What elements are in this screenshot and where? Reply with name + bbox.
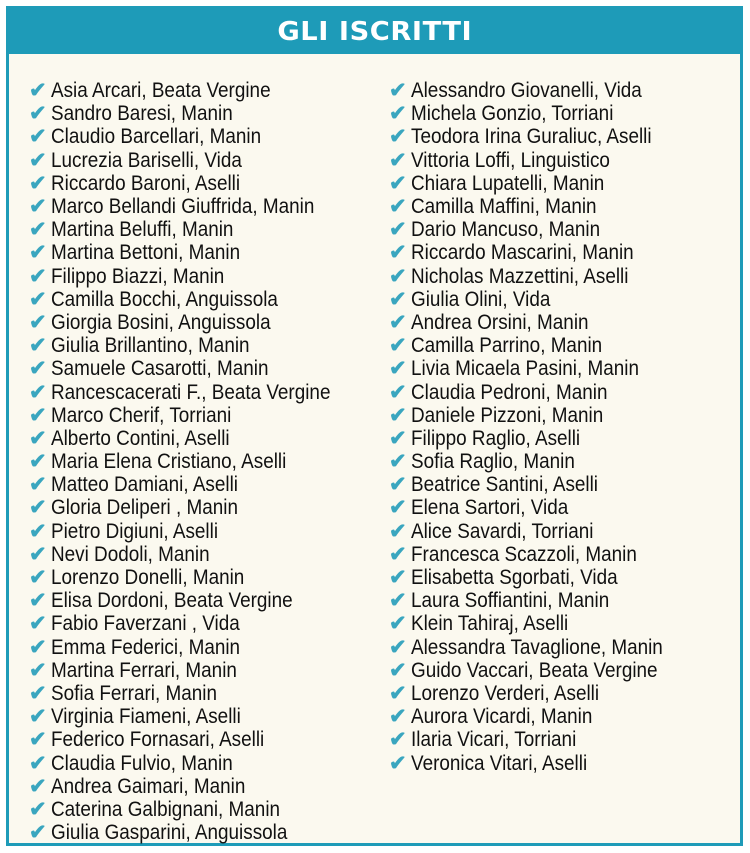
list-item (29, 543, 362, 566)
list-item (389, 636, 691, 659)
enrollee-name: Alberto Contini, Aselli (51, 426, 230, 450)
check-mark-icon: ✔ (389, 310, 407, 334)
list-item (389, 334, 691, 357)
check-mark-icon: ✔ (29, 310, 47, 334)
list-item (389, 705, 691, 728)
list-item (389, 265, 691, 288)
list-item (29, 334, 362, 357)
list-item (389, 102, 691, 125)
enrollee-name: Elena Sartori, Vida (411, 496, 569, 520)
list-item (29, 288, 362, 311)
check-mark-icon: ✔ (389, 473, 407, 497)
list-item (29, 357, 362, 380)
check-mark-icon: ✔ (389, 195, 407, 219)
list-item (29, 705, 362, 728)
enrollee-name: Elisabetta Sgorbati, Vida (411, 566, 618, 590)
list-item (389, 288, 691, 311)
list-item (29, 79, 362, 102)
list-item (389, 520, 691, 543)
check-mark-icon: ✔ (29, 728, 47, 752)
enrollee-name: Veronica Vitari, Aselli (411, 751, 588, 775)
check-mark-icon: ✔ (389, 496, 407, 520)
check-mark-icon: ✔ (29, 705, 47, 729)
check-mark-icon: ✔ (389, 542, 407, 566)
list-item (389, 682, 691, 705)
enrollee-name: Teodora Irina Guraliuc, Aselli (411, 125, 652, 149)
list-item (29, 520, 362, 543)
check-mark-icon: ✔ (389, 426, 407, 450)
list-item (389, 195, 691, 218)
right-name-list (389, 79, 691, 775)
check-mark-icon: ✔ (389, 566, 407, 590)
check-mark-icon: ✔ (29, 774, 47, 798)
check-mark-icon: ✔ (389, 334, 407, 358)
check-mark-icon: ✔ (29, 79, 47, 103)
list-item (29, 566, 362, 589)
enrollee-name: Nicholas Mazzettini, Aselli (411, 264, 629, 288)
enrollee-name: Alessandro Giovanelli, Vida (411, 79, 642, 103)
list-item (389, 659, 691, 682)
enrollee-name: Camilla Maffini, Manin (411, 195, 597, 219)
check-mark-icon: ✔ (389, 403, 407, 427)
check-mark-icon: ✔ (389, 357, 407, 381)
enrollee-name: Rancescacerati F., Beata Vergine (51, 380, 331, 404)
left-name-list (29, 79, 362, 844)
enrollee-name: Riccardo Mascarini, Manin (411, 241, 634, 265)
check-mark-icon: ✔ (389, 380, 407, 404)
check-mark-icon: ✔ (389, 450, 407, 474)
enrollee-name: Dario Mancuso, Manin (411, 218, 601, 242)
check-mark-icon: ✔ (389, 218, 407, 242)
check-mark-icon: ✔ (29, 403, 47, 427)
enrollee-name: Caterina Galbignani, Manin (51, 797, 281, 821)
list-item (29, 125, 362, 148)
check-mark-icon: ✔ (29, 125, 47, 149)
enrollee-name: Klein Tahiraj, Aselli (411, 612, 569, 636)
check-mark-icon: ✔ (29, 821, 47, 845)
check-mark-icon: ✔ (29, 241, 47, 265)
list-item (389, 241, 691, 264)
check-mark-icon: ✔ (389, 751, 407, 775)
list-item (389, 543, 691, 566)
check-mark-icon: ✔ (389, 125, 407, 149)
enrollee-name: Giorgia Bosini, Anguissola (51, 310, 271, 334)
enrollee-name: Maria Elena Cristiano, Aselli (51, 450, 287, 474)
list-item (389, 473, 691, 496)
check-mark-icon: ✔ (389, 102, 407, 126)
enrollee-name: Elisa Dordoni, Beata Vergine (51, 589, 293, 613)
enrollee-name: Emma Federici, Manin (51, 635, 241, 659)
enrollee-name: Andrea Gaimari, Manin (51, 774, 246, 798)
list-item (29, 218, 362, 241)
check-mark-icon: ✔ (29, 612, 47, 636)
enrollee-name: Pietro Digiuni, Aselli (51, 519, 219, 543)
list-item (29, 821, 362, 844)
list-item (29, 798, 362, 821)
check-mark-icon: ✔ (29, 102, 47, 126)
list-item (29, 450, 362, 473)
enrollee-name: Beatrice Santini, Aselli (411, 473, 599, 497)
enrollee-name: Samuele Casarotti, Manin (51, 357, 269, 381)
enrollee-name: Giulia Gasparini, Anguissola (51, 821, 288, 845)
check-mark-icon: ✔ (29, 519, 47, 543)
enrollee-name: Filippo Raglio, Aselli (411, 426, 581, 450)
enrollee-name: Lucrezia Bariselli, Vida (51, 148, 242, 172)
list-item (29, 265, 362, 288)
enrollee-name: Chiara Lupatelli, Manin (411, 171, 605, 195)
enrollee-name: Camilla Parrino, Manin (411, 334, 603, 358)
list-item (29, 404, 362, 427)
check-mark-icon: ✔ (29, 287, 47, 311)
list-item (389, 404, 691, 427)
list-item (389, 496, 691, 519)
list-item (389, 566, 691, 589)
list-item (389, 149, 691, 172)
list-item (29, 149, 362, 172)
enrollee-name: Martina Beluffi, Manin (51, 218, 234, 242)
list-item (389, 751, 691, 774)
list-item (389, 172, 691, 195)
enrollee-name: Gloria Deliperi , Manin (51, 496, 238, 520)
check-mark-icon: ✔ (29, 426, 47, 450)
enrollee-name: Guido Vaccari, Beata Vergine (411, 658, 658, 682)
enrollee-name: Sandro Baresi, Manin (51, 102, 233, 126)
list-item (389, 311, 691, 334)
enrollee-name: Aurora Vicardi, Manin (411, 705, 593, 729)
list-item (29, 612, 362, 635)
enrollee-name: Michela Gonzio, Torriani (411, 102, 614, 126)
page-title: GLI ISCRITTI (277, 16, 472, 47)
check-mark-icon: ✔ (29, 566, 47, 590)
list-item (29, 241, 362, 264)
list-item (29, 636, 362, 659)
enrollee-name: Giulia Olini, Vida (411, 287, 551, 311)
list-item (29, 751, 362, 774)
enrollee-name: Alice Savardi, Torriani (411, 519, 594, 543)
check-mark-icon: ✔ (29, 797, 47, 821)
enrollee-name: Filippo Biazzi, Manin (51, 264, 225, 288)
check-mark-icon: ✔ (389, 728, 407, 752)
enrollee-name: Lorenzo Verderi, Aselli (411, 681, 600, 705)
enrollees-panel (6, 6, 743, 846)
check-mark-icon: ✔ (389, 658, 407, 682)
list-item (29, 102, 362, 125)
enrollee-name: Sofia Raglio, Manin (411, 450, 575, 474)
check-mark-icon: ✔ (29, 334, 47, 358)
check-mark-icon: ✔ (29, 450, 47, 474)
list-item (389, 79, 691, 102)
check-mark-icon: ✔ (389, 241, 407, 265)
enrollee-name: Laura Soffiantini, Manin (411, 589, 610, 613)
enrollee-name: Camilla Bocchi, Anguissola (51, 287, 278, 311)
check-mark-icon: ✔ (29, 195, 47, 219)
list-item (29, 311, 362, 334)
list-item (29, 659, 362, 682)
check-mark-icon: ✔ (29, 751, 47, 775)
list-item (29, 473, 362, 496)
check-mark-icon: ✔ (389, 264, 407, 288)
check-mark-icon: ✔ (29, 380, 47, 404)
enrollee-name: Federico Fornasari, Aselli (51, 728, 265, 752)
list-item (389, 218, 691, 241)
enrollee-name: Giulia Brillantino, Manin (51, 334, 250, 358)
check-mark-icon: ✔ (29, 148, 47, 172)
enrollee-name: Claudio Barcellari, Manin (51, 125, 262, 149)
header-bar (9, 9, 740, 54)
check-mark-icon: ✔ (29, 542, 47, 566)
list-item (389, 125, 691, 148)
enrollee-name: Vittoria Loffi, Linguistico (411, 148, 610, 172)
list-item (29, 728, 362, 751)
check-mark-icon: ✔ (29, 473, 47, 497)
check-mark-icon: ✔ (29, 658, 47, 682)
check-mark-icon: ✔ (389, 519, 407, 543)
enrollee-name: Virginia Fiameni, Aselli (51, 705, 241, 729)
check-mark-icon: ✔ (29, 171, 47, 195)
list-item (389, 728, 691, 751)
check-mark-icon: ✔ (389, 79, 407, 103)
check-mark-icon: ✔ (389, 287, 407, 311)
check-mark-icon: ✔ (29, 496, 47, 520)
enrollee-name: Claudia Fulvio, Manin (51, 751, 233, 775)
list-item (29, 427, 362, 450)
enrollee-name: Andrea Orsini, Manin (411, 310, 589, 334)
check-mark-icon: ✔ (29, 264, 47, 288)
enrollee-name: Daniele Pizzoni, Manin (411, 403, 604, 427)
check-mark-icon: ✔ (389, 635, 407, 659)
enrollee-name: Ilaria Vicari, Torriani (411, 728, 577, 752)
list-item (389, 612, 691, 635)
list-item (29, 589, 362, 612)
enrollee-name: Martina Ferrari, Manin (51, 658, 237, 682)
check-mark-icon: ✔ (389, 148, 407, 172)
enrollee-name: Sofia Ferrari, Manin (51, 681, 217, 705)
list-item (389, 589, 691, 612)
list-item (29, 195, 362, 218)
enrollee-name: Nevi Dodoli, Manin (51, 542, 210, 566)
enrollee-name: Matteo Damiani, Aselli (51, 473, 238, 497)
enrollee-name: Fabio Faverzani , Vida (51, 612, 240, 636)
enrollee-name: Riccardo Baroni, Aselli (51, 171, 241, 195)
enrollee-name: Asia Arcari, Beata Vergine (51, 79, 271, 103)
enrollee-name: Claudia Pedroni, Manin (411, 380, 608, 404)
check-mark-icon: ✔ (389, 171, 407, 195)
list-item (29, 496, 362, 519)
check-mark-icon: ✔ (29, 589, 47, 613)
check-mark-icon: ✔ (29, 218, 47, 242)
enrollee-name: Marco Bellandi Giuffrida, Manin (51, 195, 315, 219)
enrollee-name: Lorenzo Donelli, Manin (51, 566, 245, 590)
check-mark-icon: ✔ (389, 681, 407, 705)
check-mark-icon: ✔ (389, 589, 407, 613)
list-item (29, 682, 362, 705)
enrollee-name: Martina Bettoni, Manin (51, 241, 241, 265)
check-mark-icon: ✔ (389, 612, 407, 636)
list-item (389, 427, 691, 450)
enrollee-name: Alessandra Tavaglione, Manin (411, 635, 663, 659)
list-item (29, 172, 362, 195)
list-item (29, 380, 362, 403)
enrollee-name: Marco Cherif, Torriani (51, 403, 232, 427)
check-mark-icon: ✔ (29, 681, 47, 705)
check-mark-icon: ✔ (29, 357, 47, 381)
list-item (389, 380, 691, 403)
enrollee-name: Livia Micaela Pasini, Manin (411, 357, 639, 381)
list-item (389, 357, 691, 380)
check-mark-icon: ✔ (389, 705, 407, 729)
enrollee-name: Francesca Scazzoli, Manin (411, 542, 637, 566)
check-mark-icon: ✔ (29, 635, 47, 659)
list-item (29, 775, 362, 798)
list-item (389, 450, 691, 473)
